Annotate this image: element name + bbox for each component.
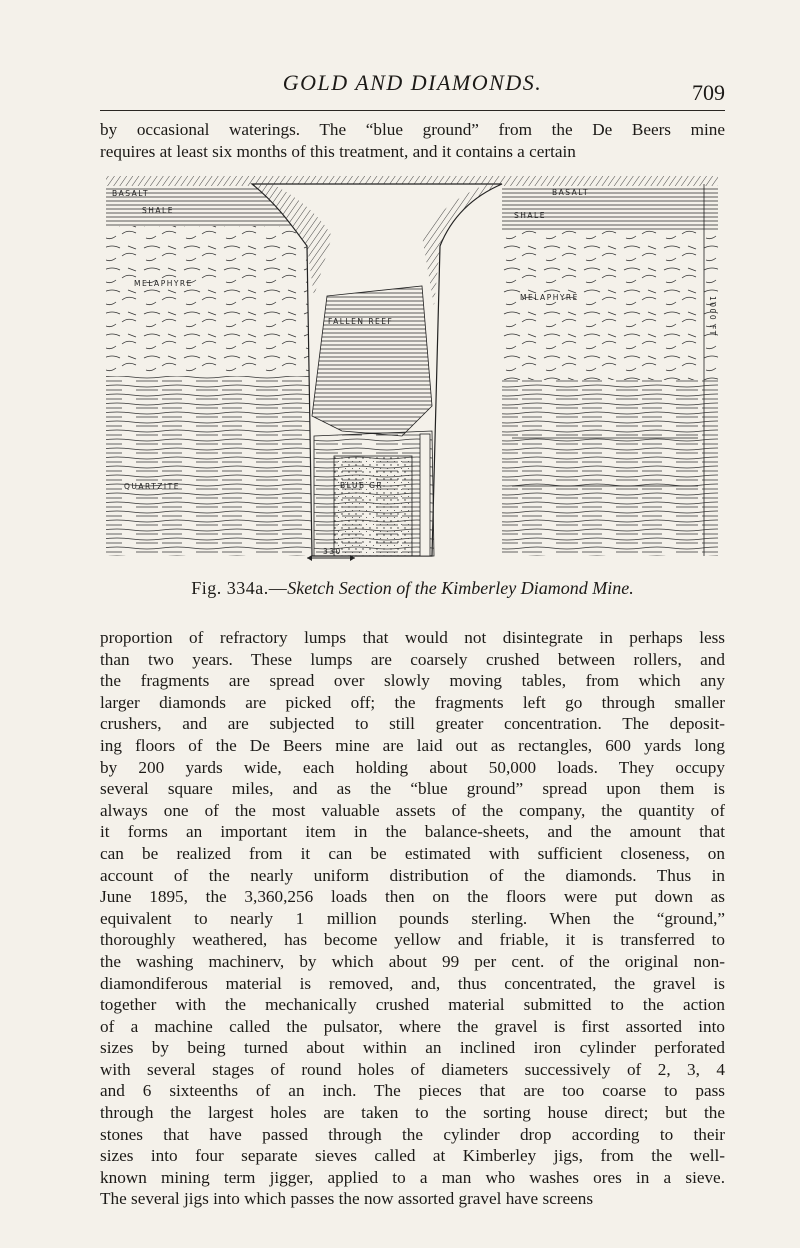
- label-basalt-left: BASALT: [112, 189, 150, 198]
- body-paragraph: [100, 627, 725, 1210]
- text-line: crushers, and are subjected to still greater concentration. The deposit-: [100, 714, 725, 734]
- mine-section-drawing: [102, 176, 722, 564]
- running-title: GOLD AND DIAMONDS.: [282, 70, 543, 95]
- text-line: always one of the most valuable assets of the company, the quantity of: [100, 800, 725, 820]
- text-line: with several stages of round holes of diameters successively of 2, 3, 4: [100, 1059, 725, 1079]
- text-line: it forms an important item in the balance-sheets, and the amount that: [100, 822, 725, 842]
- text-line: of a machine called the pulsator, where the gravel is first assorted into: [100, 1016, 725, 1036]
- text-line: than two years. These lumps are coarsely crushed between rollers, and: [100, 649, 725, 669]
- lower-strata-right: [502, 380, 718, 466]
- text-line: diamondiferous material is removed, and, thus concentrated, the gravel is: [100, 973, 725, 993]
- blue-ground-pipe: [334, 456, 412, 556]
- intro-paragraph: [100, 119, 725, 162]
- text-line: together with the mechanically crushed material submitted to the action: [100, 995, 725, 1015]
- label-scale: 330: [323, 547, 342, 556]
- melaphyre-layer-left: [106, 226, 311, 376]
- text-line: the washing machinerv, by which about 99 per cent. of the original non-: [100, 951, 725, 971]
- melaphyre-layer-right: [502, 230, 718, 380]
- label-melaphyre-left: MELAPHYRE: [134, 279, 193, 288]
- text-line: the fragments are spread over slowly moving tables, from which any: [100, 671, 725, 691]
- page-header: [100, 66, 725, 111]
- text-line: can be realized from it can be estimated with sufficient closeness, on: [100, 843, 725, 863]
- label-quartzite: QUARTZITE: [124, 482, 180, 491]
- text-line: several square miles, and as the “blue ground” spread upon them is: [100, 779, 725, 799]
- label-melaphyre-right: MELAPHYRE: [520, 293, 579, 302]
- text-line: known mining term jigger, applied to a man who washes ores in a sieve.: [100, 1167, 725, 1187]
- text-line: sizes by being turned about within an inclined iron cylinder perforated: [100, 1038, 725, 1058]
- text-line: thoroughly weathered, has become yellow and friable, it is transferred to: [100, 930, 725, 950]
- label-shale-left: SHALE: [142, 206, 174, 215]
- text-line: requires at least six months of this treatment, and it contains a certain: [100, 141, 576, 161]
- text-line: stones that have passed through the cylinder drop according to their: [100, 1124, 725, 1144]
- label-shale-right: SHALE: [514, 211, 546, 220]
- caption-text: Sketch Section of the Kimberley Diamond Mine.: [287, 578, 634, 598]
- caption-label: Fig. 334a.—: [191, 578, 288, 598]
- text-line: larger diamonds are picked off; the fragments left go through smaller: [100, 692, 725, 712]
- shale-layer-right: [502, 186, 718, 230]
- text-line: equivalent to nearly 1 million pounds sterling. When the “ground,”: [100, 908, 725, 928]
- fallen-reef-mass: [312, 286, 432, 436]
- label-fallen-reef: FALLEN REEF: [328, 317, 394, 326]
- label-basalt-right: BASALT: [552, 188, 590, 197]
- text-line: account of the nearly uniform distribution of the diamonds. Thus in: [100, 865, 725, 885]
- page-number: 709: [692, 80, 725, 105]
- label-depth: 1000 FT: [708, 296, 717, 337]
- text-line: and 6 sixteenths of an inch. The pieces that are too coarse to pass: [100, 1081, 725, 1101]
- text-line: ing floors of the De Beers mine are laid out as rectangles, 600 yards long: [100, 735, 725, 755]
- mine-section-figure: [102, 176, 722, 564]
- shaft: [420, 434, 430, 556]
- label-blue-ground: BLUE GR: [340, 481, 384, 490]
- text-line: by occasional waterings. The “blue ground” from the De Beers mine: [100, 120, 725, 139]
- text-line: proportion of refractory lumps that would not disintegrate in perhaps less: [100, 628, 725, 647]
- text-line: sizes into four separate sieves called at Kimberley jigs, from the well-: [100, 1146, 725, 1166]
- text-line: The several jigs into which passes the now assorted gravel have screens: [100, 1189, 594, 1209]
- lower-strata-left: [106, 376, 311, 466]
- quartzite-layer-left: [106, 466, 311, 556]
- text-line: through the largest holes are taken to the sorting house direct; but the: [100, 1103, 725, 1123]
- text-line: June 1895, the 3,360,256 loads then on the floors were put down as: [100, 887, 725, 907]
- text-line: by 200 yards wide, each holding about 50,000 loads. They occupy: [100, 757, 725, 777]
- figure-caption: [100, 578, 725, 599]
- quartzite-layer-right: [502, 466, 718, 556]
